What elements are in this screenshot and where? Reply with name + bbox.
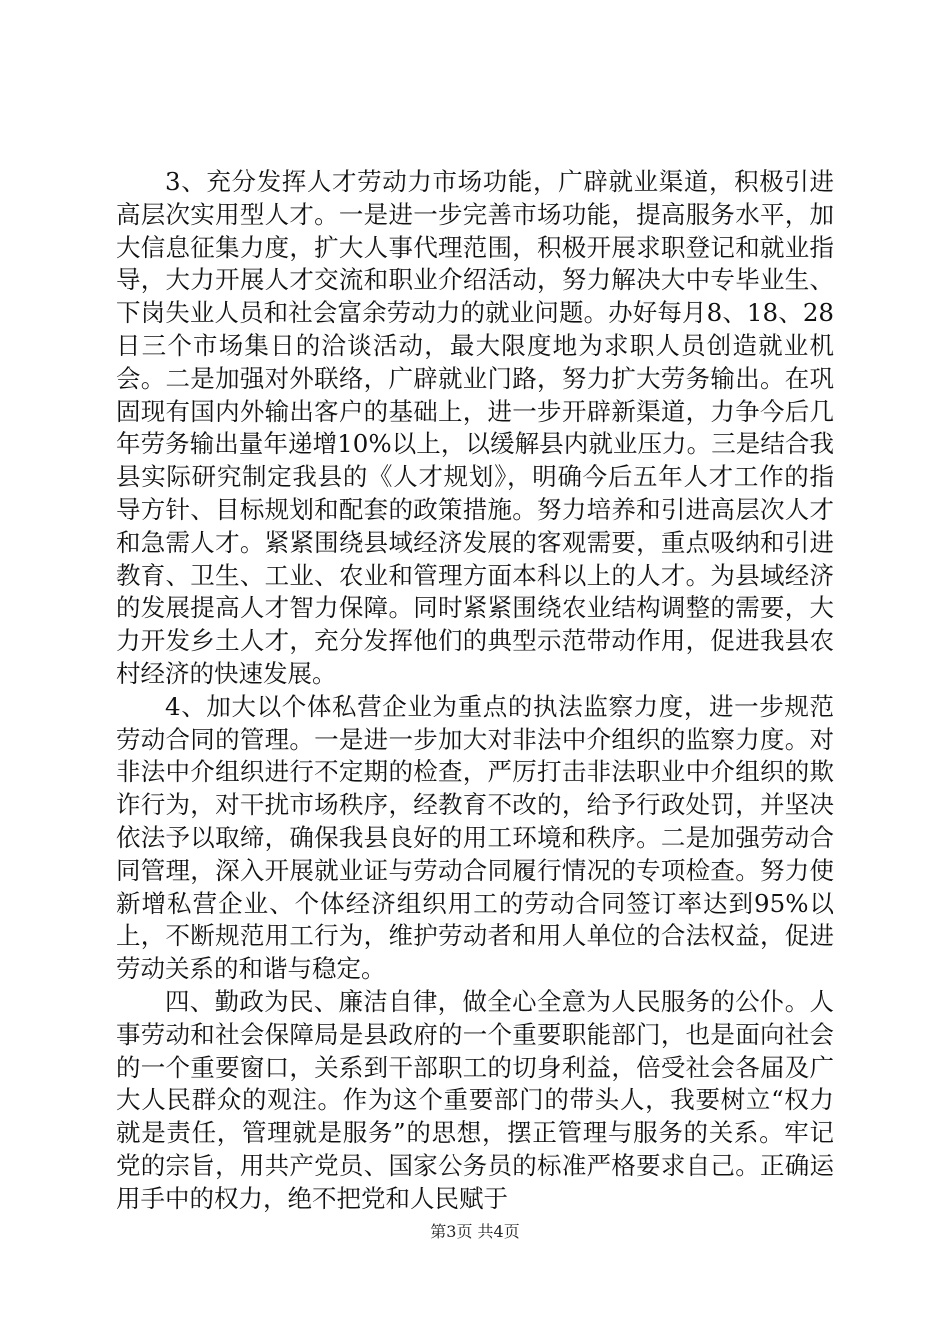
paragraph-labor-supervision: 4、加大以个体私营企业为重点的执法监察力度，进一步规范劳动合同的管理。一是进一步加大对非法中介组织的监察力度。对非法中介组织进行不定期的检查，严厉打击非法职业中介组织的欺诈行为，对干扰市场秩序，经教育不改的，给予行政处罚，并坚决依法予以取缔，确保我县良好的用工环境和秩序。二是加强劳动合同管理，深入开展就业证与劳动合同履行情况的专项检查。努力使新增私营企业、个体经济组织用工的劳动合同签订率达到95%以上，不断规范用工行为，维护劳动者和用人单位的合法权益，促进劳动关系的和谐与稳定。 (116, 691, 834, 984)
paragraph-diligent-governance: 四、勤政为民、廉洁自律，做全心全意为人民服务的公仆。人事劳动和社会保障局是县政府的一个重要职能部门，也是面向社会的一个重要窗口，关系到干部职工的切身利益，倍受社会各届及广大人民群众的观注。作为这个重要部门的带头人，我要树立“权力就是责任，管理就是服务”的思想，摆正管理与服务的关系。牢记党的宗旨，用共产党员、国家公务员的标准严格要求自己。正确运用手中的权力，绝不把党和人民赋于 (116, 986, 834, 1213)
paragraph-talent-market: 3、充分发挥人才劳动力市场功能，广辟就业渠道，积极引进高层次实用型人才。一是进一步完善市场功能，提高服务水平，加大信息征集力度，扩大人事代理范围，积极开展求职登记和就业指导，大力开展人才交流和职业介绍活动，努力解决大中专毕业生、下岗失业人员和社会富余劳动力的就业问题。办好每月8、18、28日三个市场集日的洽谈活动，最大限度地为求职人员创造就业机会。二是加强对外联络，广辟就业门路，努力扩大劳务输出。在巩固现有国内外输出客户的基础上，进一步开辟新渠道，力争今后几年劳务输出量年递增10%以上，以缓解县内就业压力。三是结合我县实际研究制定我县的《人才规划》，明确今后五年人才工作的指导方针、目标规划和配套的政策措施。努力培养和引进高层次人才和急需人才。紧紧围绕县域经济发展的客观需要，重点吸纳和引进教育、卫生、工业、农业和管理方面本科以上的人才。为县域经济的发展提高人才智力保障。同时紧紧围绕农业结构调整的需要，大力开发乡土人才，充分发挥他们的典型示范带动作用，促进我县农村经济的快速发展。 (116, 167, 834, 688)
page-number-footer: 第3页 共4页 (430, 1222, 520, 1241)
document-body (116, 166, 834, 1216)
